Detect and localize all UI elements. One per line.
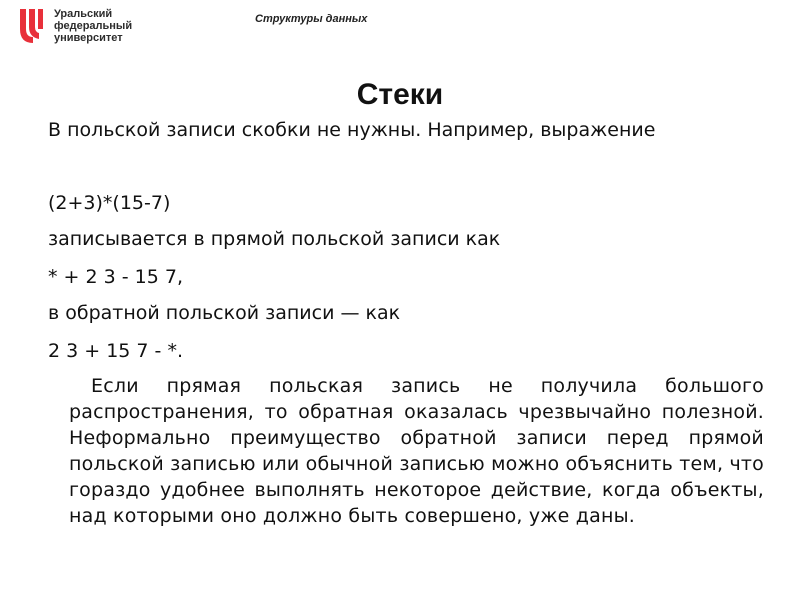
expression-prefix: * + 2 3 - 15 7, (48, 266, 183, 288)
course-title: Структуры данных (255, 13, 368, 25)
logo-line-2: федеральный (54, 20, 133, 32)
paragraph-prefix-intro: записывается в прямой польской записи как (48, 228, 501, 250)
paragraph-explanation: Если прямая польская запись не получила большого распространения, то обратная оказалась чрезвычайно полезной. Неформально преимущество обратной записи перед прямой польской записью или обычной записью можно объяснить тем, что гораздо удобнее выполнять некоторое действие, когда объекты, над которыми оно должно быть совершено, уже даны. (69, 375, 764, 527)
university-logo (18, 7, 218, 47)
university-logo-icon (18, 7, 44, 45)
logo-line-1: Уральский (54, 8, 113, 20)
logo-text (54, 8, 132, 44)
paragraph-intro: В польской записи скобки не нужны. Например, выражение (48, 119, 656, 141)
expression-infix: (2+3)*(15-7) (48, 192, 171, 214)
logo-line-3: университет (54, 32, 123, 44)
slide-title: Стеки (356, 78, 444, 111)
paragraph-postfix-intro: в обратной польской записи — как (48, 302, 401, 324)
expression-postfix: 2 3 + 15 7 - *. (48, 340, 183, 362)
